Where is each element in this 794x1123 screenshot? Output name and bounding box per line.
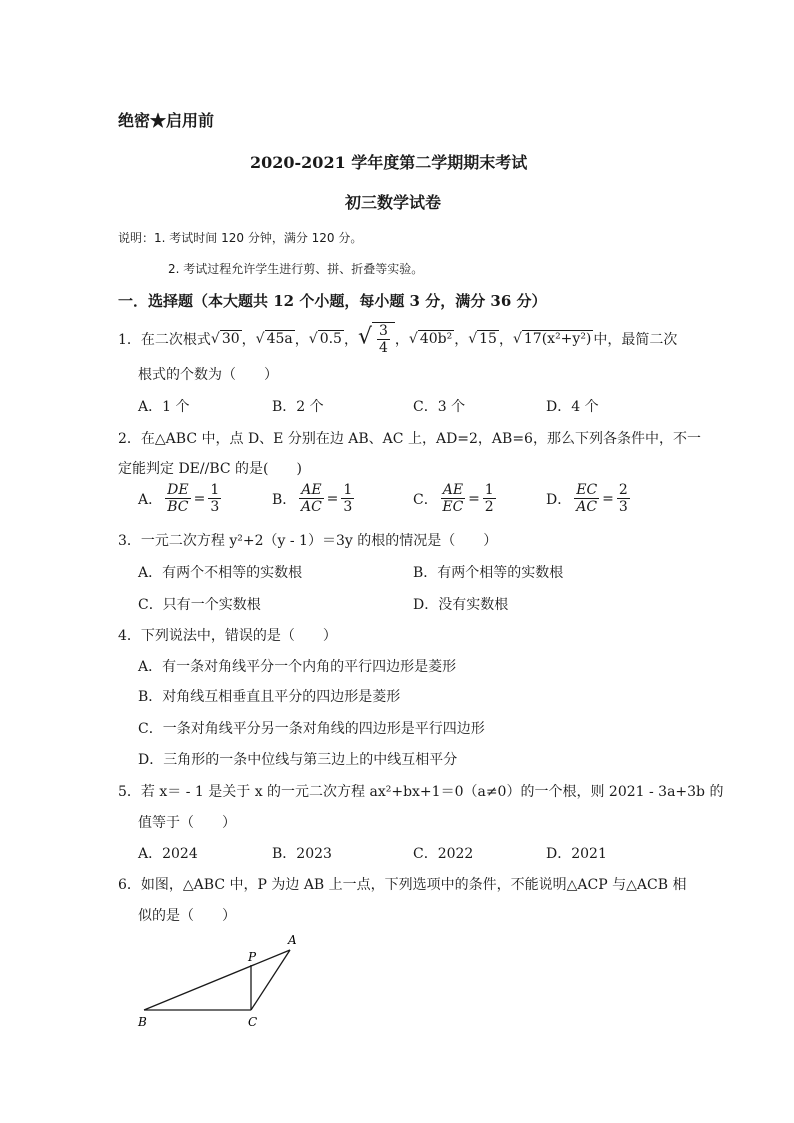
frac-num: 1 [484, 482, 494, 498]
q2-option-b [272, 482, 357, 515]
q5-option-d: D．2021 [546, 846, 607, 862]
frac-den: 3 [210, 499, 220, 516]
radicand-3: 0.5 [319, 331, 342, 347]
q3-option-a: A．有两个不相等的实数根 [138, 565, 303, 581]
radicand-1: 30 [221, 331, 240, 347]
label-a: A [288, 933, 297, 947]
separator: ， [394, 332, 409, 348]
label-p: P [248, 950, 257, 964]
frac-num: 1 [343, 482, 353, 498]
q4-option-d: D．三角形的一条中位线与第三边上的中线互相平分 [138, 752, 458, 768]
separator: ， [454, 332, 469, 348]
radical-6: √ 17(x²+y²) [512, 331, 592, 347]
question-1-line-1 [118, 318, 677, 360]
frac-num: EC [576, 482, 598, 498]
frac-den: 2 [484, 499, 494, 516]
question-2-line-2: 定能判定 DE//BC 的是( ) [118, 461, 302, 477]
question-6-line-1: 6．如图，△ABC 中，P 为边 AB 上一点，下列选项中的条件，不能说明△ACP 与△ACB 相 [118, 877, 687, 893]
question-5-line-2: 值等于（ ） [138, 815, 236, 831]
exam-title: 2020-2021 学年度第二学期期末考试 [250, 153, 528, 172]
option-value [341, 482, 354, 515]
q3-option-c: C．只有一个实数根 [138, 597, 261, 613]
frac-den: EC [442, 499, 464, 516]
side-ab [144, 950, 290, 1010]
option-fraction [165, 482, 190, 515]
separator: ， [294, 332, 309, 348]
radical-1: √ 30 [210, 331, 240, 347]
separator: ， [343, 332, 358, 348]
question-5-line-1: 5．若 x＝ - 1 是关于 x 的一元二次方程 ax²+bx+1＝0（a≠0）的一个根，则 2021 - 3a+3b 的 [118, 784, 724, 800]
q5-option-c: C．2022 [413, 846, 474, 862]
option-label: A． [138, 491, 163, 508]
question-2-line-1: 2．在△ABC 中，点 D、E 分别在边 AB、AC 上，AD=2，AB=6，那么下列各条件中，不一 [118, 431, 701, 447]
q5-option-b: B．2023 [272, 846, 332, 862]
q1-option-d: D．4 个 [546, 399, 599, 415]
option-label: C． [413, 491, 438, 508]
frac-num: 1 [210, 482, 220, 498]
frac-den: BC [167, 499, 189, 516]
equals: = [193, 490, 206, 507]
q5-option-a: A．2024 [138, 846, 198, 862]
notes-item-2: 2. 考试过程允许学生进行剪、拼、折叠等实验。 [168, 262, 424, 276]
frac-den: AC [301, 499, 322, 516]
radicand-2: 45a [266, 331, 293, 347]
notes-label: 说明： [118, 231, 155, 245]
q4-option-a: A．有一条对角线平分一个内角的平行四边形是菱形 [138, 659, 457, 675]
question-1-line-2: 根式的个数为（ ） [138, 367, 278, 383]
frac-num: 3 [378, 322, 388, 339]
side-ca [251, 950, 290, 1010]
label-b: B [138, 1015, 147, 1029]
frac-den: AC [576, 499, 598, 516]
frac-den: 3 [618, 499, 628, 516]
frac-den: 3 [343, 499, 353, 516]
q1-lead: 在二次根式 [140, 332, 211, 348]
separator: ， [241, 332, 256, 348]
question-6-line-2: 似的是（ ） [138, 908, 236, 924]
radical-5: √ 15 [468, 331, 497, 347]
section-title: 一．选择题（本大题共 12 个小题，每小题 3 分，满分 36 分） [118, 292, 547, 310]
option-fraction [299, 482, 323, 515]
equals: = [468, 490, 480, 507]
option-fraction [574, 482, 599, 515]
triangle-figure [130, 930, 310, 1030]
q2-option-a [138, 482, 224, 515]
frac-num: AE [442, 482, 464, 498]
frac-den: 4 [378, 340, 388, 356]
frac-num: 2 [618, 482, 628, 498]
radical-2: √ 45a [255, 331, 293, 347]
secret-marker: 绝密★启用前 [118, 111, 215, 130]
option-label: B． [272, 491, 297, 508]
q4-option-c: C．一条对角线平分另一条对角线的四边形是平行四边形 [138, 721, 485, 737]
q1-number: 1． [118, 332, 141, 348]
q4-option-b: B．对角线互相垂直且平分的四边形是菱形 [138, 689, 401, 705]
option-label: D． [546, 491, 572, 508]
option-value [208, 482, 221, 515]
radical-fraction [377, 323, 390, 356]
q3-option-b: B．有两个相等的实数根 [413, 565, 564, 581]
option-value [483, 482, 496, 515]
label-c: C [248, 1015, 258, 1029]
q2-option-d [546, 482, 633, 515]
option-fraction [441, 482, 465, 515]
radicand-6: 17(x²+y²) [523, 331, 592, 347]
q2-option-c [413, 482, 499, 515]
equals: = [326, 490, 339, 507]
question-4-line-1: 4．下列说法中，错误的是（ ） [118, 628, 337, 644]
frac-num: DE [167, 482, 189, 498]
notes-item-1: 1. 考试时间 120 分钟，满分 120 分。 [154, 231, 363, 245]
q1-option-b: B．2 个 [272, 399, 324, 415]
equals: = [602, 490, 614, 507]
option-value [617, 482, 630, 515]
radicand-5: 15 [479, 331, 497, 347]
question-3-line-1: 3．一元二次方程 y²+2（y - 1）＝3y 的根的情况是（ ） [118, 533, 498, 549]
radicand-4: 40b² [419, 331, 453, 347]
separator: ， [498, 332, 513, 348]
radical-4: √ 40b² [408, 331, 453, 347]
radical-frac: √ $\frac{3}{4}$ [358, 322, 395, 356]
q1-option-a: A．1 个 [138, 399, 190, 415]
q1-option-c: C．3 个 [413, 399, 466, 415]
notes-line-1 [118, 229, 362, 246]
radical-3: √ 0.5 [308, 331, 342, 347]
q1-tail: 中，最简二次 [593, 332, 678, 348]
frac-num: AE [301, 482, 322, 498]
exam-subtitle: 初三数学试卷 [345, 193, 442, 212]
q3-option-d: D．没有实数根 [413, 597, 509, 613]
